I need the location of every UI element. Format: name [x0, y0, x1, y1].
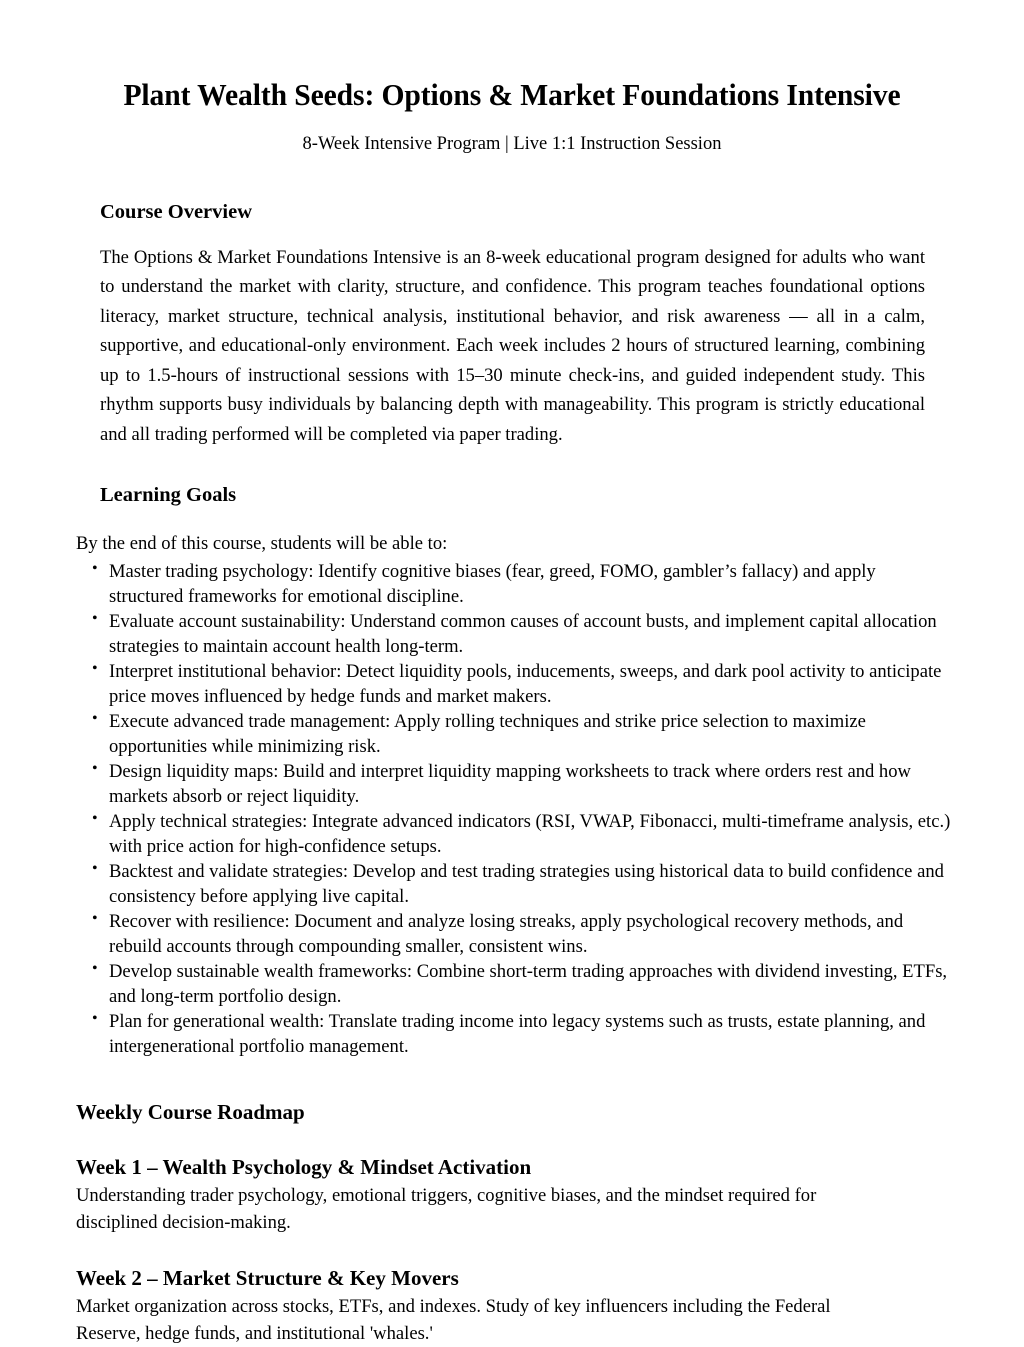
- list-item: • Recover with resilience: Document and analyze losing streaks, apply psychological recovery methods, and rebuild accounts through compounding smaller, consistent wins.: [92, 909, 954, 959]
- list-item: • Backtest and validate strategies: Develop and test trading strategies using historical data to build confidence and consistency before applying live capital.: [92, 859, 954, 909]
- document-subtitle: 8-Week Intensive Program | Live 1:1 Instruction Session: [302, 134, 722, 155]
- learning-goals-intro: By the end of this course, students will be able to:: [76, 532, 448, 554]
- learning-goals-list: [0, 558, 1024, 1059]
- week-2-title: Week 2 – Market Structure & Key Movers: [76, 1265, 459, 1290]
- week-1-title: Week 1 – Wealth Psychology & Mindset Activation: [76, 1154, 532, 1179]
- week-1-description: Understanding trader psychology, emotional triggers, cognitive biases, and the mindset required for disciplined decision-making.: [76, 1185, 817, 1233]
- week-entry-2: [0, 1237, 1024, 1347]
- list-item: • Master trading psychology: Identify cognitive biases (fear, greed, FOMO, gambler’s fallacy) and apply structured frameworks for emotional discipline.: [92, 559, 954, 609]
- list-item: • Design liquidity maps: Build and interpret liquidity mapping worksheets to track where orders rest and how markets absorb or reject liquidity.: [92, 759, 954, 809]
- section-heading-course-overview: Course Overview: [100, 201, 252, 224]
- week-2-description: Market organization across stocks, ETFs, and indexes. Study of key influencers including the Federal Reserve, hedge funds, and institutional 'whales.': [76, 1295, 831, 1344]
- list-item: • Apply technical strategies: Integrate advanced indicators (RSI, VWAP, Fibonacci, multi-timeframe analysis, etc.) with price action for high-confidence setups.: [92, 809, 954, 859]
- document-title: Plant Wealth Seeds: Options & Market Foundations Intensive: [123, 78, 901, 112]
- weekly-roadmap-section: [0, 1059, 1024, 1347]
- section-heading-learning-goals: Learning Goals: [100, 484, 237, 507]
- list-item: • Execute advanced trade management: Apply rolling techniques and strike price selection to maximize opportunities while minimizing risk.: [92, 709, 954, 759]
- week-entry-1: [0, 1125, 1024, 1237]
- list-item: • Evaluate account sustainability: Understand common causes of account busts, and implement capital allocation strategies to maintain account health long-term.: [92, 609, 954, 659]
- list-item: • Interpret institutional behavior: Detect liquidity pools, inducements, sweeps, and dark pool activity to anticipate price moves influenced by hedge funds and market makers.: [92, 659, 954, 709]
- course-overview-paragraph: The Options & Market Foundations Intensive is an 8-week educational program designed for adults who want to understand the market with clarity, structure, and confidence. This program teaches foundational options literacy, market structure, technical analysis, institutional behavior, and risk awareness — all in a calm, supportive, and educational-only environment. Each week includes 2 hours of structured learning, combining up to 1.5-hours of instructional sessions with 15–30 minute check-ins, and guided independent study. This rhythm supports busy individuals by balancing depth with manageability. This program is strictly educational and all trading performed will be completed via paper trading.: [100, 246, 925, 445]
- list-item: • Develop sustainable wealth frameworks: Combine short-term trading approaches with dividend investing, ETFs, and long-term portfolio design.: [92, 959, 954, 1009]
- list-item: • Plan for generational wealth: Translate trading income into legacy systems such as trusts, estate planning, and intergenerational portfolio management.: [92, 1009, 954, 1059]
- section-heading-weekly-roadmap: Weekly Course Roadmap: [76, 1099, 305, 1124]
